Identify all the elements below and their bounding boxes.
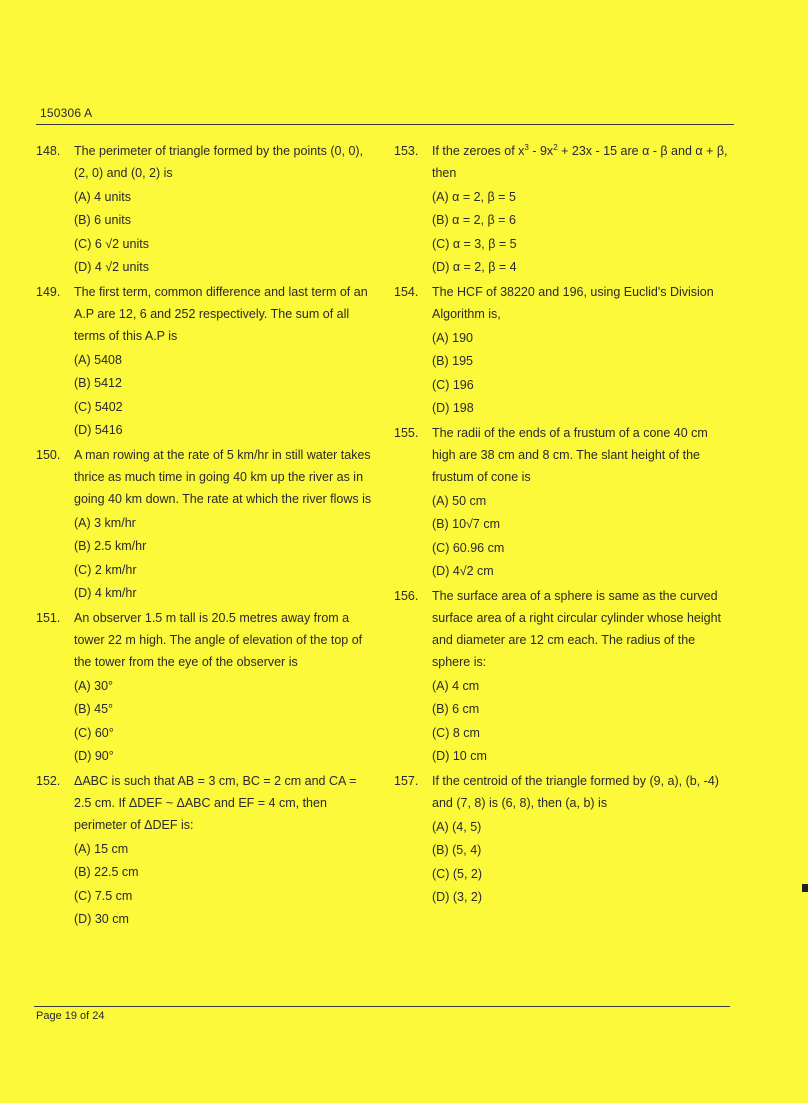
question-number: 151. [36, 611, 61, 625]
option-b: (B) 195 [432, 354, 473, 368]
question-153 [394, 140, 734, 278]
option-b: (B) 5412 [74, 376, 122, 390]
paper-code: 150306 A [40, 106, 93, 120]
option-d: (D) 4 km/hr [74, 586, 137, 600]
option-d: (D) 90° [74, 749, 114, 763]
option-b: (B) 22.5 cm [74, 865, 139, 879]
option-d: (D) α = 2, β = 4 [432, 260, 517, 274]
option-b: (B) α = 2, β = 6 [432, 213, 516, 227]
question-number: 150. [36, 448, 61, 462]
option-a: (A) 15 cm [74, 841, 129, 856]
option-b: (B) 6 units [74, 213, 131, 227]
option-c: (C) 60° [74, 725, 114, 740]
question-150 [36, 444, 376, 604]
option-a: (A) 50 cm [432, 493, 487, 508]
exponent: 3 [524, 142, 529, 152]
question-number: 153. [394, 144, 419, 158]
option-a: (A) 30° [74, 678, 114, 693]
option-d: (D) 30 cm [74, 912, 129, 926]
question-text: An observer 1.5 m tall is 20.5 metres away from a tower 22 m high. The angle of elevation of the top of the tower from the eye of the observer is [74, 611, 363, 669]
question-text: The perimeter of triangle formed by the points (0, 0), (2, 0) and (0, 2) is [74, 144, 364, 180]
question-number: 155. [394, 426, 419, 440]
question-148 [36, 140, 376, 278]
option-b: (B) 45° [74, 702, 114, 716]
option-b: (B) 10√7 cm [432, 517, 500, 531]
question-text: The HCF of 38220 and 196, using Euclid's Division Algorithm is, [432, 285, 714, 321]
option-d: (D) 5416 [74, 423, 123, 437]
question-number: 149. [36, 285, 61, 299]
question-number: 154. [394, 285, 419, 299]
question-text-part: + 23x - 15 are α - β and α + β, then [432, 144, 728, 180]
option-c: (C) 60.96 cm [432, 540, 505, 555]
question-text [432, 140, 734, 184]
question-text-part: - 9x [528, 144, 554, 158]
option-c: (C) α = 3, β = 5 [432, 236, 517, 251]
option-b: (B) 6 cm [432, 702, 480, 716]
option-c: (C) 7.5 cm [74, 888, 133, 903]
option-c: (C) (5, 2) [432, 866, 482, 881]
question-text: The radii of the ends of a frustum of a cone 40 cm high are 38 cm and 8 cm. The slant height of the frustum of cone is [432, 426, 708, 484]
question-156 [394, 585, 734, 767]
question-152 [36, 770, 376, 930]
question-text: ΔABC is such that AB = 3 cm, BC = 2 cm and CA = 2.5 cm. If ΔDEF ~ ΔABC and EF = 4 cm, then perimeter of ΔDEF is: [74, 774, 357, 832]
left-column [36, 140, 376, 933]
question-149 [36, 281, 376, 441]
option-c: (C) 196 [432, 377, 474, 392]
question-154 [394, 281, 734, 419]
question-number: 157. [394, 774, 419, 788]
option-c: (C) 5402 [74, 399, 123, 414]
option-c: (C) 6 √2 units [74, 236, 149, 251]
option-d: (D) 10 cm [432, 749, 487, 763]
question-number: 156. [394, 589, 419, 603]
option-d: (D) 4 √2 units [74, 260, 149, 274]
question-151 [36, 607, 376, 767]
option-a: (A) α = 2, β = 5 [432, 189, 516, 204]
option-a: (A) (4, 5) [432, 819, 482, 834]
header-divider [36, 124, 734, 125]
option-d: (D) 4√2 cm [432, 564, 494, 578]
question-text: The surface area of a sphere is same as the curved surface area of a right circular cylinder whose height and diameter are 12 cm each. The radius of the sphere is: [432, 589, 722, 669]
question-text: A man rowing at the rate of 5 km/hr in still water takes thrice as much time in going 40 km up the river as in going 40 km down. The rate at which the river flows is [74, 448, 372, 506]
footer-divider [34, 1006, 730, 1007]
option-d: (D) (3, 2) [432, 890, 482, 904]
scan-edge-mark [802, 884, 808, 892]
question-number: 152. [36, 774, 61, 788]
question-155 [394, 422, 734, 582]
page-number: Page 19 of 24 [36, 1010, 105, 1022]
option-b: (B) 2.5 km/hr [74, 539, 147, 553]
option-a: (A) 4 units [74, 189, 131, 204]
option-c: (C) 8 cm [432, 725, 480, 740]
option-a: (A) 190 [432, 330, 473, 345]
option-d: (D) 198 [432, 401, 474, 415]
option-b: (B) (5, 4) [432, 843, 482, 857]
option-a: (A) 5408 [74, 352, 122, 367]
question-text: The first term, common difference and last term of an A.P are 12, 6 and 252 respectively. The sum of all terms of this A.P is [74, 285, 368, 343]
question-text: If the centroid of the triangle formed by (9, a), (b, -4) and (7, 8) is (6, 8), then (a, b) is [432, 774, 719, 810]
right-column [394, 140, 734, 911]
option-a: (A) 3 km/hr [74, 515, 136, 530]
question-text-part: If the zeroes of x [432, 144, 525, 158]
exponent: 2 [553, 142, 558, 152]
option-a: (A) 4 cm [432, 678, 480, 693]
option-c: (C) 2 km/hr [74, 562, 137, 577]
question-number: 148. [36, 144, 61, 158]
question-157 [394, 770, 734, 908]
